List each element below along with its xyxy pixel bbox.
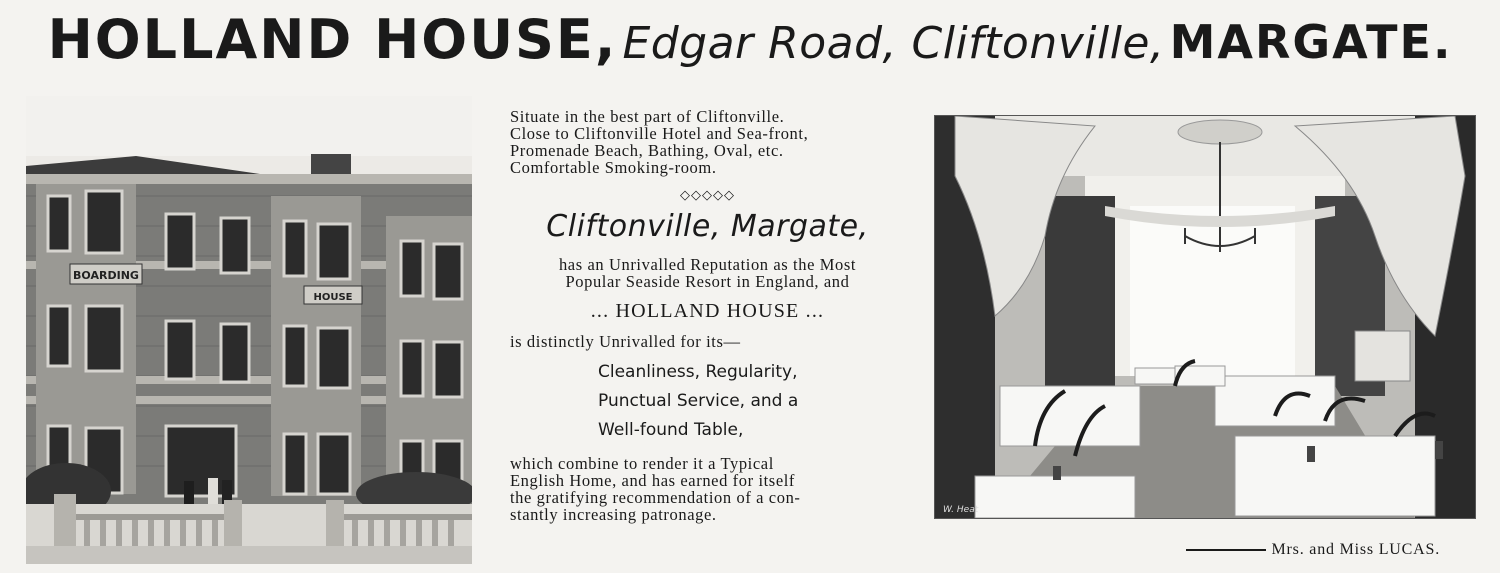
features-list bbox=[510, 358, 905, 445]
house-sign: HOUSE bbox=[313, 292, 353, 303]
feature-item: Cleanliness, Regularity, bbox=[598, 362, 798, 382]
closing-line: the gratifying recommendation of a con- bbox=[510, 488, 801, 507]
signature-text: Mrs. and Miss LUCAS. bbox=[1271, 541, 1440, 558]
headline-address: Edgar Road, Cliftonville, bbox=[622, 18, 1165, 69]
headline-name: HOLLAND HOUSE, bbox=[47, 8, 618, 71]
headline-town: MARGATE. bbox=[1169, 15, 1453, 69]
proprietor-signature bbox=[1100, 541, 1440, 563]
intro-line: Promenade Beach, Bathing, Oval, etc. bbox=[510, 141, 784, 160]
ornament-divider: ◇◇◇◇◇ bbox=[680, 188, 735, 203]
house-exterior-illustration bbox=[26, 96, 472, 564]
feature-item: Punctual Service, and a bbox=[598, 391, 799, 411]
intro-line: Close to Cliftonville Hotel and Sea-front, bbox=[510, 124, 809, 143]
reputation-line: Popular Seaside Resort in England, and bbox=[565, 272, 850, 291]
reputation-line: has an Unrivalled Reputation as the Most bbox=[558, 255, 857, 274]
intro-line: Comfortable Smoking-room. bbox=[510, 158, 717, 177]
advert-copy bbox=[510, 108, 905, 568]
dining-room-photo bbox=[934, 115, 1476, 519]
house-exterior-photo bbox=[26, 96, 472, 564]
unrivalled-line: is distinctly Unrivalled for its— bbox=[510, 332, 741, 351]
dining-room-illustration bbox=[935, 116, 1475, 518]
closing-line: stantly increasing patronage. bbox=[510, 505, 717, 524]
intro-paragraph bbox=[510, 108, 905, 176]
feature-item: Well-found Table, bbox=[598, 420, 744, 440]
closing-paragraph bbox=[510, 455, 905, 523]
closing-line: English Home, and has earned for itself bbox=[510, 471, 796, 490]
subheading: Cliftonville, Margate, bbox=[546, 209, 869, 244]
closing-line: which combine to render it a Typical bbox=[510, 454, 774, 473]
reputation-paragraph bbox=[510, 256, 905, 290]
boarding-sign: BOARDING bbox=[73, 269, 139, 282]
photo-credit: W. Heat bbox=[943, 505, 979, 515]
signature-rule bbox=[1186, 549, 1266, 551]
holland-house-line: ... HOLLAND HOUSE ... bbox=[590, 300, 825, 322]
intro-line: Situate in the best part of Cliftonville. bbox=[510, 107, 785, 126]
page-headline bbox=[0, 8, 1500, 88]
